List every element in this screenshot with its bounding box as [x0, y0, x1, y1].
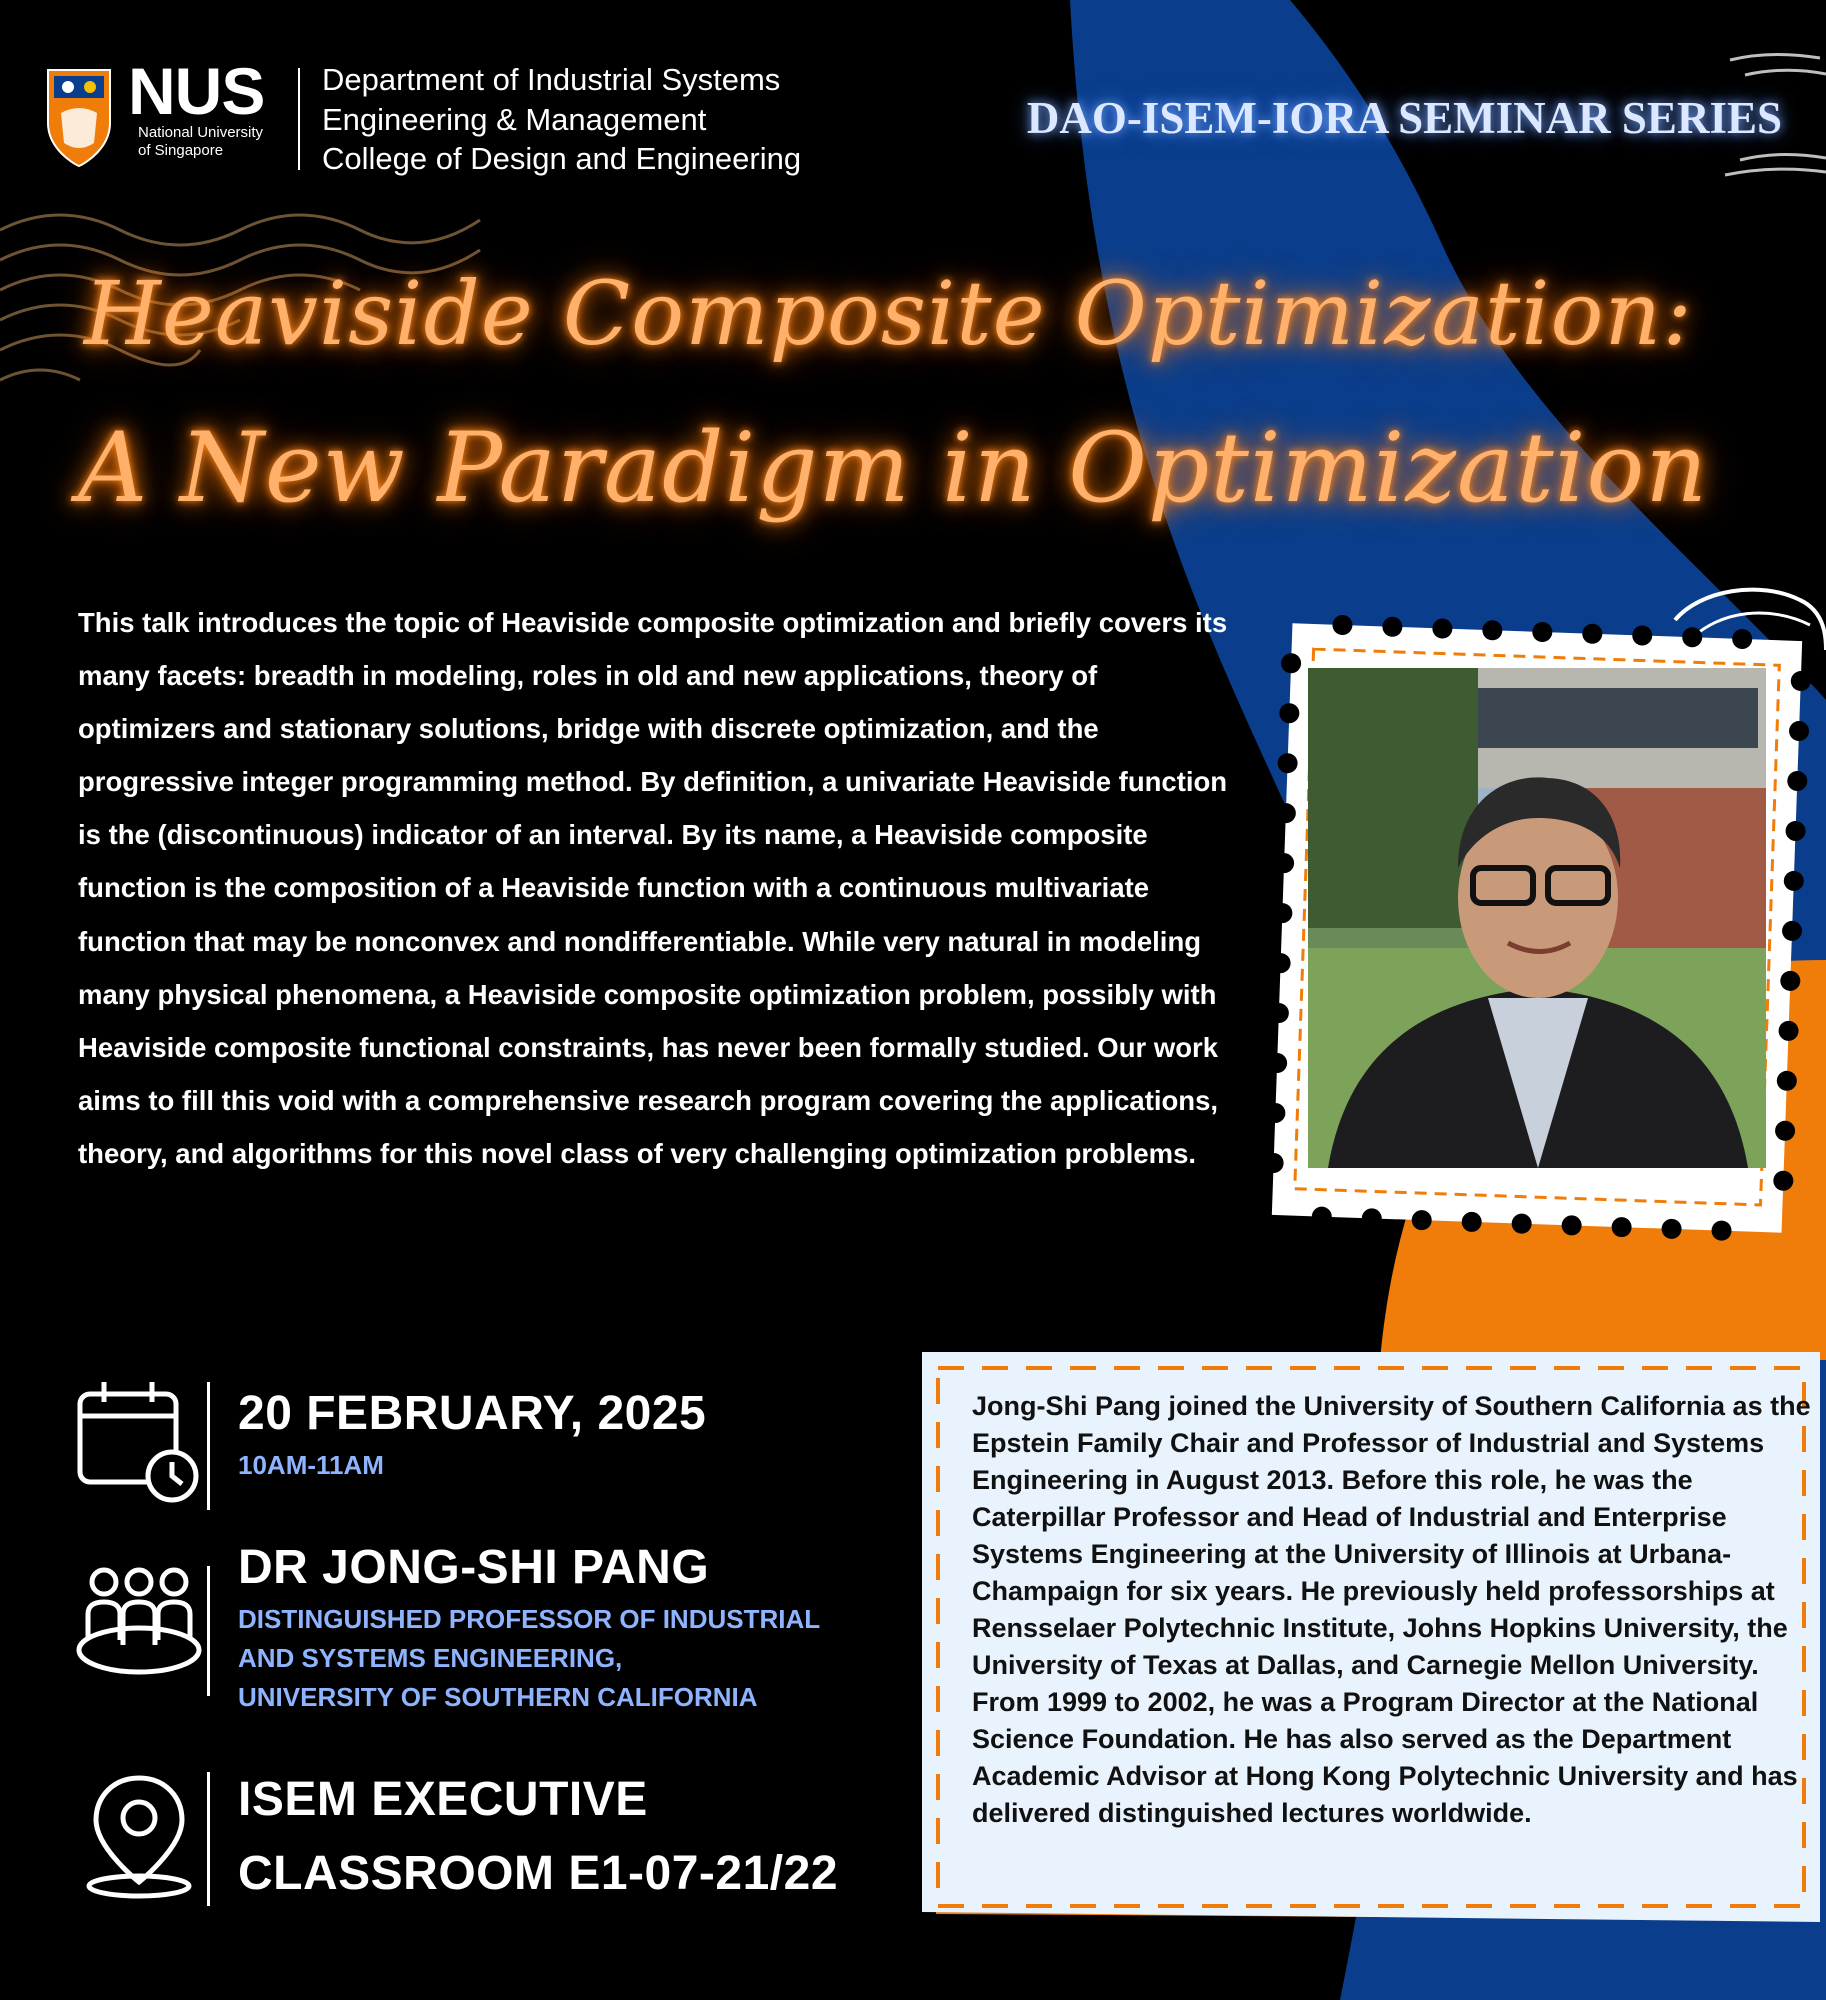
people-group-icon: [74, 1560, 204, 1690]
speaker-divider: [207, 1566, 210, 1696]
nus-sub-line-1: National University: [138, 124, 264, 141]
department-line-2: Engineering & Management: [322, 102, 707, 137]
speaker-title-line-1: DISTINGUISHED PROFESSOR OF INDUSTRIAL: [238, 1604, 821, 1634]
location-pin-icon: [74, 1770, 204, 1900]
venue-divider: [207, 1772, 210, 1906]
event-date: 20 FEBRUARY, 2025: [238, 1387, 707, 1440]
speaker-photo: [1308, 668, 1766, 1168]
nus-university-name: [138, 124, 288, 160]
nus-sub-line-2: of Singapore: [138, 142, 224, 159]
date-divider: [207, 1382, 210, 1510]
talk-abstract: This talk introduces the topic of Heaviside composite optimization and briefly covers its many facets: breadth in modeling, roles in old and new applications, theory of optimizers and stationary solutions, bridge with discrete optimization, and the progressive integer programming method. By definition, a univariate Heaviside function is the (discontinuous) indicator of an interval. By its name, a Heaviside composite function is the composition of a Heaviside function with a continuous multivariate function that may be nonconvex and nondifferentiable. While very natural in modeling many physical phenomena, a Heaviside composite optimization problem, possibly with Heaviside composite functional constraints, has never been formally studied. Our work aims to fill this void with a comprehensive research program covering the applications, theory, and algorithms for this novel class of very challenging optimization problems.: [78, 607, 1228, 1169]
talk-title-line-1: Heaviside Composite Optimization:: [84, 262, 1693, 365]
speaker-name: DR JONG-SHI PANG: [238, 1541, 710, 1594]
header-divider: [298, 68, 300, 170]
nus-wordmark: NUS: [128, 54, 265, 128]
speaker-title-line-3: UNIVERSITY OF SOUTHERN CALIFORNIA: [238, 1682, 758, 1712]
calendar-clock-icon: [74, 1376, 204, 1506]
department-line-1: Department of Industrial Systems: [322, 62, 781, 97]
venue-line-1: ISEM EXECUTIVE: [238, 1773, 648, 1826]
speaker-title-line-2: AND SYSTEMS ENGINEERING,: [238, 1643, 623, 1673]
venue-line-2: CLASSROOM E1-07-21/22: [238, 1847, 839, 1900]
seminar-series-title: DAO-ISEM-IORA SEMINAR SERIES: [1026, 93, 1782, 143]
speaker-bio: Jong-Shi Pang joined the University of Southern California as the Epstein Family Chair and Professor of Industrial and Systems Engineering in August 2013. Before this role, he was the Caterpillar Professor and Head of Industrial and Enterprise Systems Engineering at the University of Illinois at Urbana-Champaign for six years. He previously held professorships at Rensselaer Polytechnic Institute, Johns Hopkins University, the University of Texas at Dallas, and Carnegie Mellon University. From 1999 to 2002, he was a Program Director at the National Science Foundation. He has also served as the Department Academic Advisor at Hong Kong Polytechnic University and has delivered distinguished lectures worldwide.: [972, 1391, 1811, 1828]
nus-crest-logo: [46, 68, 112, 168]
talk-title-line-2: A New Paradigm in Optimization: [78, 412, 1709, 524]
event-time: 10AM-11AM: [238, 1450, 384, 1480]
department-line-3: College of Design and Engineering: [322, 141, 802, 176]
